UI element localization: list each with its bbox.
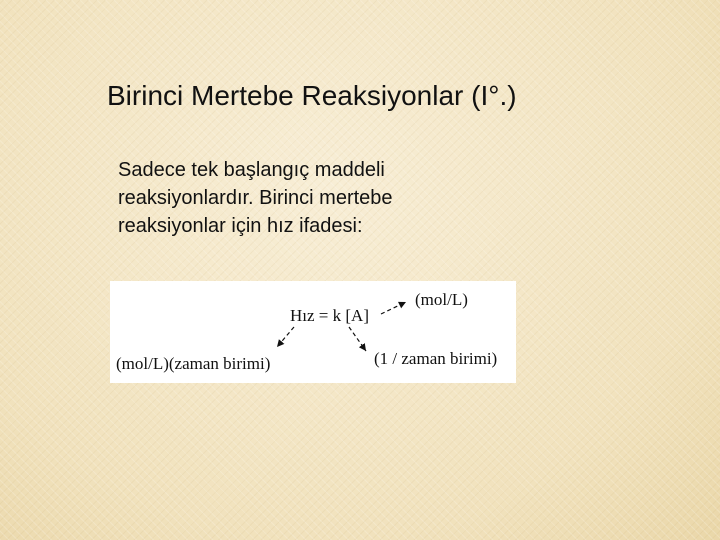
- slide-title: Birinci Mertebe Reaksiyonlar (I°.): [107, 80, 517, 111]
- rate-equation: Hız = k [A]: [290, 306, 369, 325]
- slide-body-text: [118, 156, 498, 240]
- body-line: reaksiyonlardır. Birinci mertebe: [118, 187, 393, 209]
- rate-constant-unit-label: (1 / zaman birimi): [374, 349, 498, 368]
- concentration-unit-label: (mol/L): [415, 290, 468, 309]
- body-line: Sadece tek başlangıç maddeli: [118, 159, 385, 181]
- arrow-to-rate-constant-unit: [349, 327, 366, 351]
- rate-equation-figure: [110, 281, 516, 383]
- rate-unit-label: (mol/L)(zaman birimi): [116, 354, 271, 373]
- arrow-to-concentration-unit: [381, 302, 406, 314]
- rate-equation-diagram: [110, 281, 516, 383]
- body-line: reaksiyonlar için hız ifadesi:: [118, 215, 363, 237]
- arrow-to-rate-unit: [277, 327, 294, 347]
